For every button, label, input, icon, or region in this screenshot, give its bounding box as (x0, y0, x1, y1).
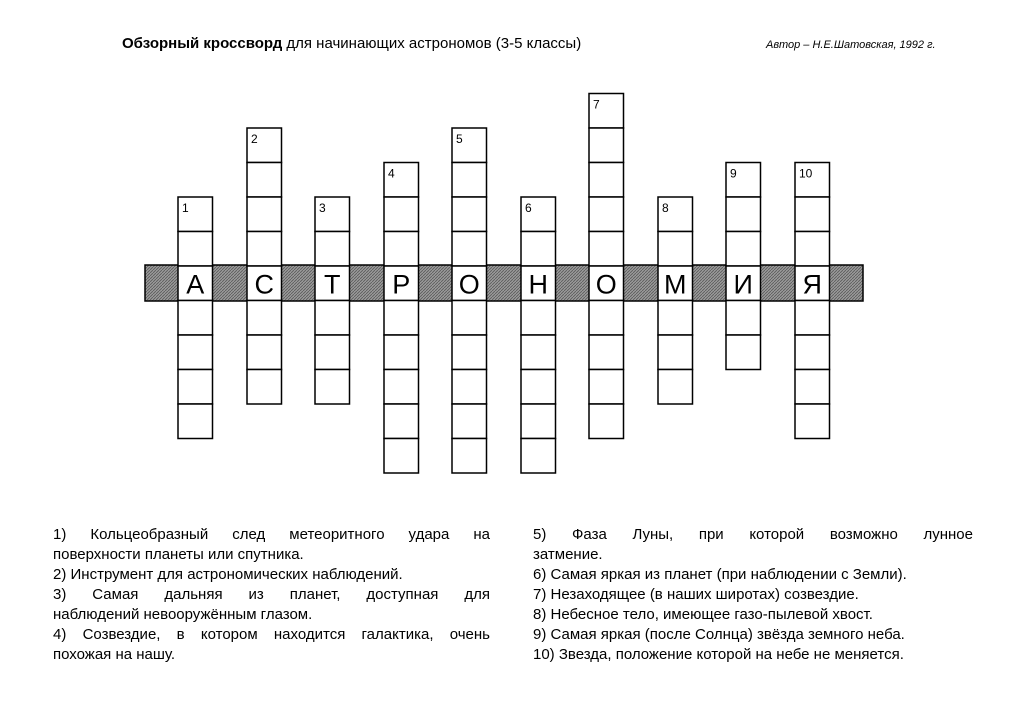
clue-item (533, 645, 973, 665)
crossword-cell[interactable] (384, 232, 419, 267)
crossword-cell[interactable] (452, 163, 487, 198)
clue-text-line: 5) Фаза Луны, при которой возможно лунное (533, 526, 973, 543)
crossword-cell[interactable] (452, 439, 487, 474)
crossword-cell[interactable] (247, 301, 282, 336)
answer-letter: Т (324, 269, 341, 300)
crossword-cell[interactable] (384, 197, 419, 232)
crossword-cell[interactable] (795, 335, 830, 370)
crossword-cell[interactable] (658, 232, 693, 267)
crossword-cell[interactable] (658, 335, 693, 370)
clue-number: 4 (388, 166, 395, 181)
crossword-cell[interactable] (795, 197, 830, 232)
answer-letter: О (595, 269, 617, 300)
crossword-cell[interactable] (726, 197, 761, 232)
crossword-cell[interactable] (589, 370, 624, 405)
clue-text-line: 1) Кольцеобразный след метеоритного удара на (53, 526, 490, 543)
clue-number: 10 (799, 166, 813, 181)
clue-number: 7 (593, 97, 600, 112)
clue-item (53, 565, 490, 585)
answer-letter: А (186, 269, 205, 300)
clue-item (53, 585, 490, 625)
clue-item (53, 625, 490, 665)
crossword-cell[interactable] (452, 335, 487, 370)
clue-number: 1 (182, 201, 189, 215)
crossword-cell[interactable] (658, 370, 693, 405)
crossword-cell[interactable] (452, 370, 487, 405)
clue-number: 6 (525, 201, 532, 215)
crossword-cell[interactable] (315, 301, 350, 336)
clue-text-line: похожая на нашу. (53, 646, 176, 663)
page-title-rest: для начинающих астрономов (3-5 классы) (282, 35, 582, 52)
crossword-cell[interactable] (452, 197, 487, 232)
crossword-cell[interactable] (247, 197, 282, 232)
crossword-cell[interactable] (521, 439, 556, 474)
crossword-cell[interactable] (178, 301, 213, 336)
crossword-cell[interactable] (726, 335, 761, 370)
crossword-cell[interactable] (795, 301, 830, 336)
crossword-cell[interactable] (247, 232, 282, 267)
crossword-cell[interactable] (315, 232, 350, 267)
crossword-cell[interactable] (384, 370, 419, 405)
crossword-cell[interactable] (795, 404, 830, 439)
crossword-cell[interactable] (521, 232, 556, 267)
answer-letter: Н (528, 269, 548, 300)
clue-text-line: 10) Звезда, положение которой на небе не меняется. (533, 646, 904, 663)
answer-letter: Р (392, 269, 411, 300)
author-credit: Автор – Н.Е.Шатовская, 1992 г. (766, 39, 936, 51)
crossword-cell[interactable] (452, 404, 487, 439)
clue-number: 9 (730, 166, 737, 181)
crossword-cell[interactable] (178, 232, 213, 267)
crossword-cell[interactable] (384, 404, 419, 439)
clue-text-line: 8) Небесное тело, имеющее газо-пылевой хвост. (533, 606, 873, 623)
clue-item (533, 565, 973, 585)
answer-letter: М (664, 269, 687, 300)
crossword-cell[interactable] (589, 404, 624, 439)
clue-text-line: 7) Незаходящее (в наших широтах) созвездие. (533, 586, 859, 603)
crossword-cell[interactable] (795, 370, 830, 405)
clues-left-column (53, 525, 490, 665)
crossword-cell[interactable] (658, 301, 693, 336)
crossword-cell[interactable] (247, 163, 282, 198)
answer-letter: О (458, 269, 480, 300)
crossword-cell[interactable] (589, 301, 624, 336)
crossword-cell[interactable] (589, 128, 624, 163)
clue-text-line: 2) Инструмент для астрономических наблюдений. (53, 566, 403, 583)
clue-item (533, 605, 973, 625)
clue-item (53, 525, 490, 565)
answer-letter: Я (802, 269, 822, 300)
crossword-cell[interactable] (589, 335, 624, 370)
crossword-cell[interactable] (726, 301, 761, 336)
crossword-cell[interactable] (795, 232, 830, 267)
crossword-cell[interactable] (589, 197, 624, 232)
clue-text-line: 9) Самая яркая (после Солнца) звёзда земного неба. (533, 626, 905, 643)
clue-number: 2 (251, 132, 258, 146)
crossword-cell[interactable] (589, 163, 624, 198)
clue-item (533, 625, 973, 645)
crossword-cell[interactable] (384, 439, 419, 474)
crossword-cell[interactable] (315, 335, 350, 370)
crossword-cell[interactable] (521, 335, 556, 370)
crossword-cell[interactable] (178, 404, 213, 439)
crossword-cell[interactable] (521, 301, 556, 336)
crossword-cell[interactable] (247, 370, 282, 405)
clue-text-line: наблюдений невооружённым глазом. (53, 606, 313, 623)
crossword-cell[interactable] (384, 301, 419, 336)
clue-item (533, 585, 973, 605)
clue-text-line: затмение. (533, 546, 603, 563)
clue-number: 8 (662, 201, 669, 215)
crossword-cell[interactable] (589, 232, 624, 267)
page-title-bold: Обзорный кроссворд (122, 35, 283, 52)
crossword-cell[interactable] (452, 232, 487, 267)
clue-number: 5 (456, 132, 463, 146)
crossword-cell[interactable] (315, 370, 350, 405)
clue-item (533, 525, 973, 565)
crossword-cell[interactable] (521, 370, 556, 405)
clue-number: 3 (319, 201, 326, 215)
answer-letter: И (733, 269, 753, 300)
crossword-cell[interactable] (452, 301, 487, 336)
clues-right-column (533, 525, 973, 665)
clue-text-line: 3) Самая дальняя из планет, доступная для (53, 586, 490, 603)
crossword-cell[interactable] (521, 404, 556, 439)
crossword-cell[interactable] (247, 335, 282, 370)
answer-letter: С (254, 269, 274, 300)
clue-text-line: 6) Самая яркая из планет (при наблюдении с Земли). (533, 566, 907, 583)
clue-text-line: поверхности планеты или спутника. (53, 546, 304, 563)
crossword-cell[interactable] (178, 370, 213, 405)
clue-text-line: 4) Созвездие, в котором находится галактика, очень (53, 626, 490, 643)
crossword-cell[interactable] (726, 232, 761, 267)
crossword-cell[interactable] (384, 335, 419, 370)
crossword-cell[interactable] (178, 335, 213, 370)
